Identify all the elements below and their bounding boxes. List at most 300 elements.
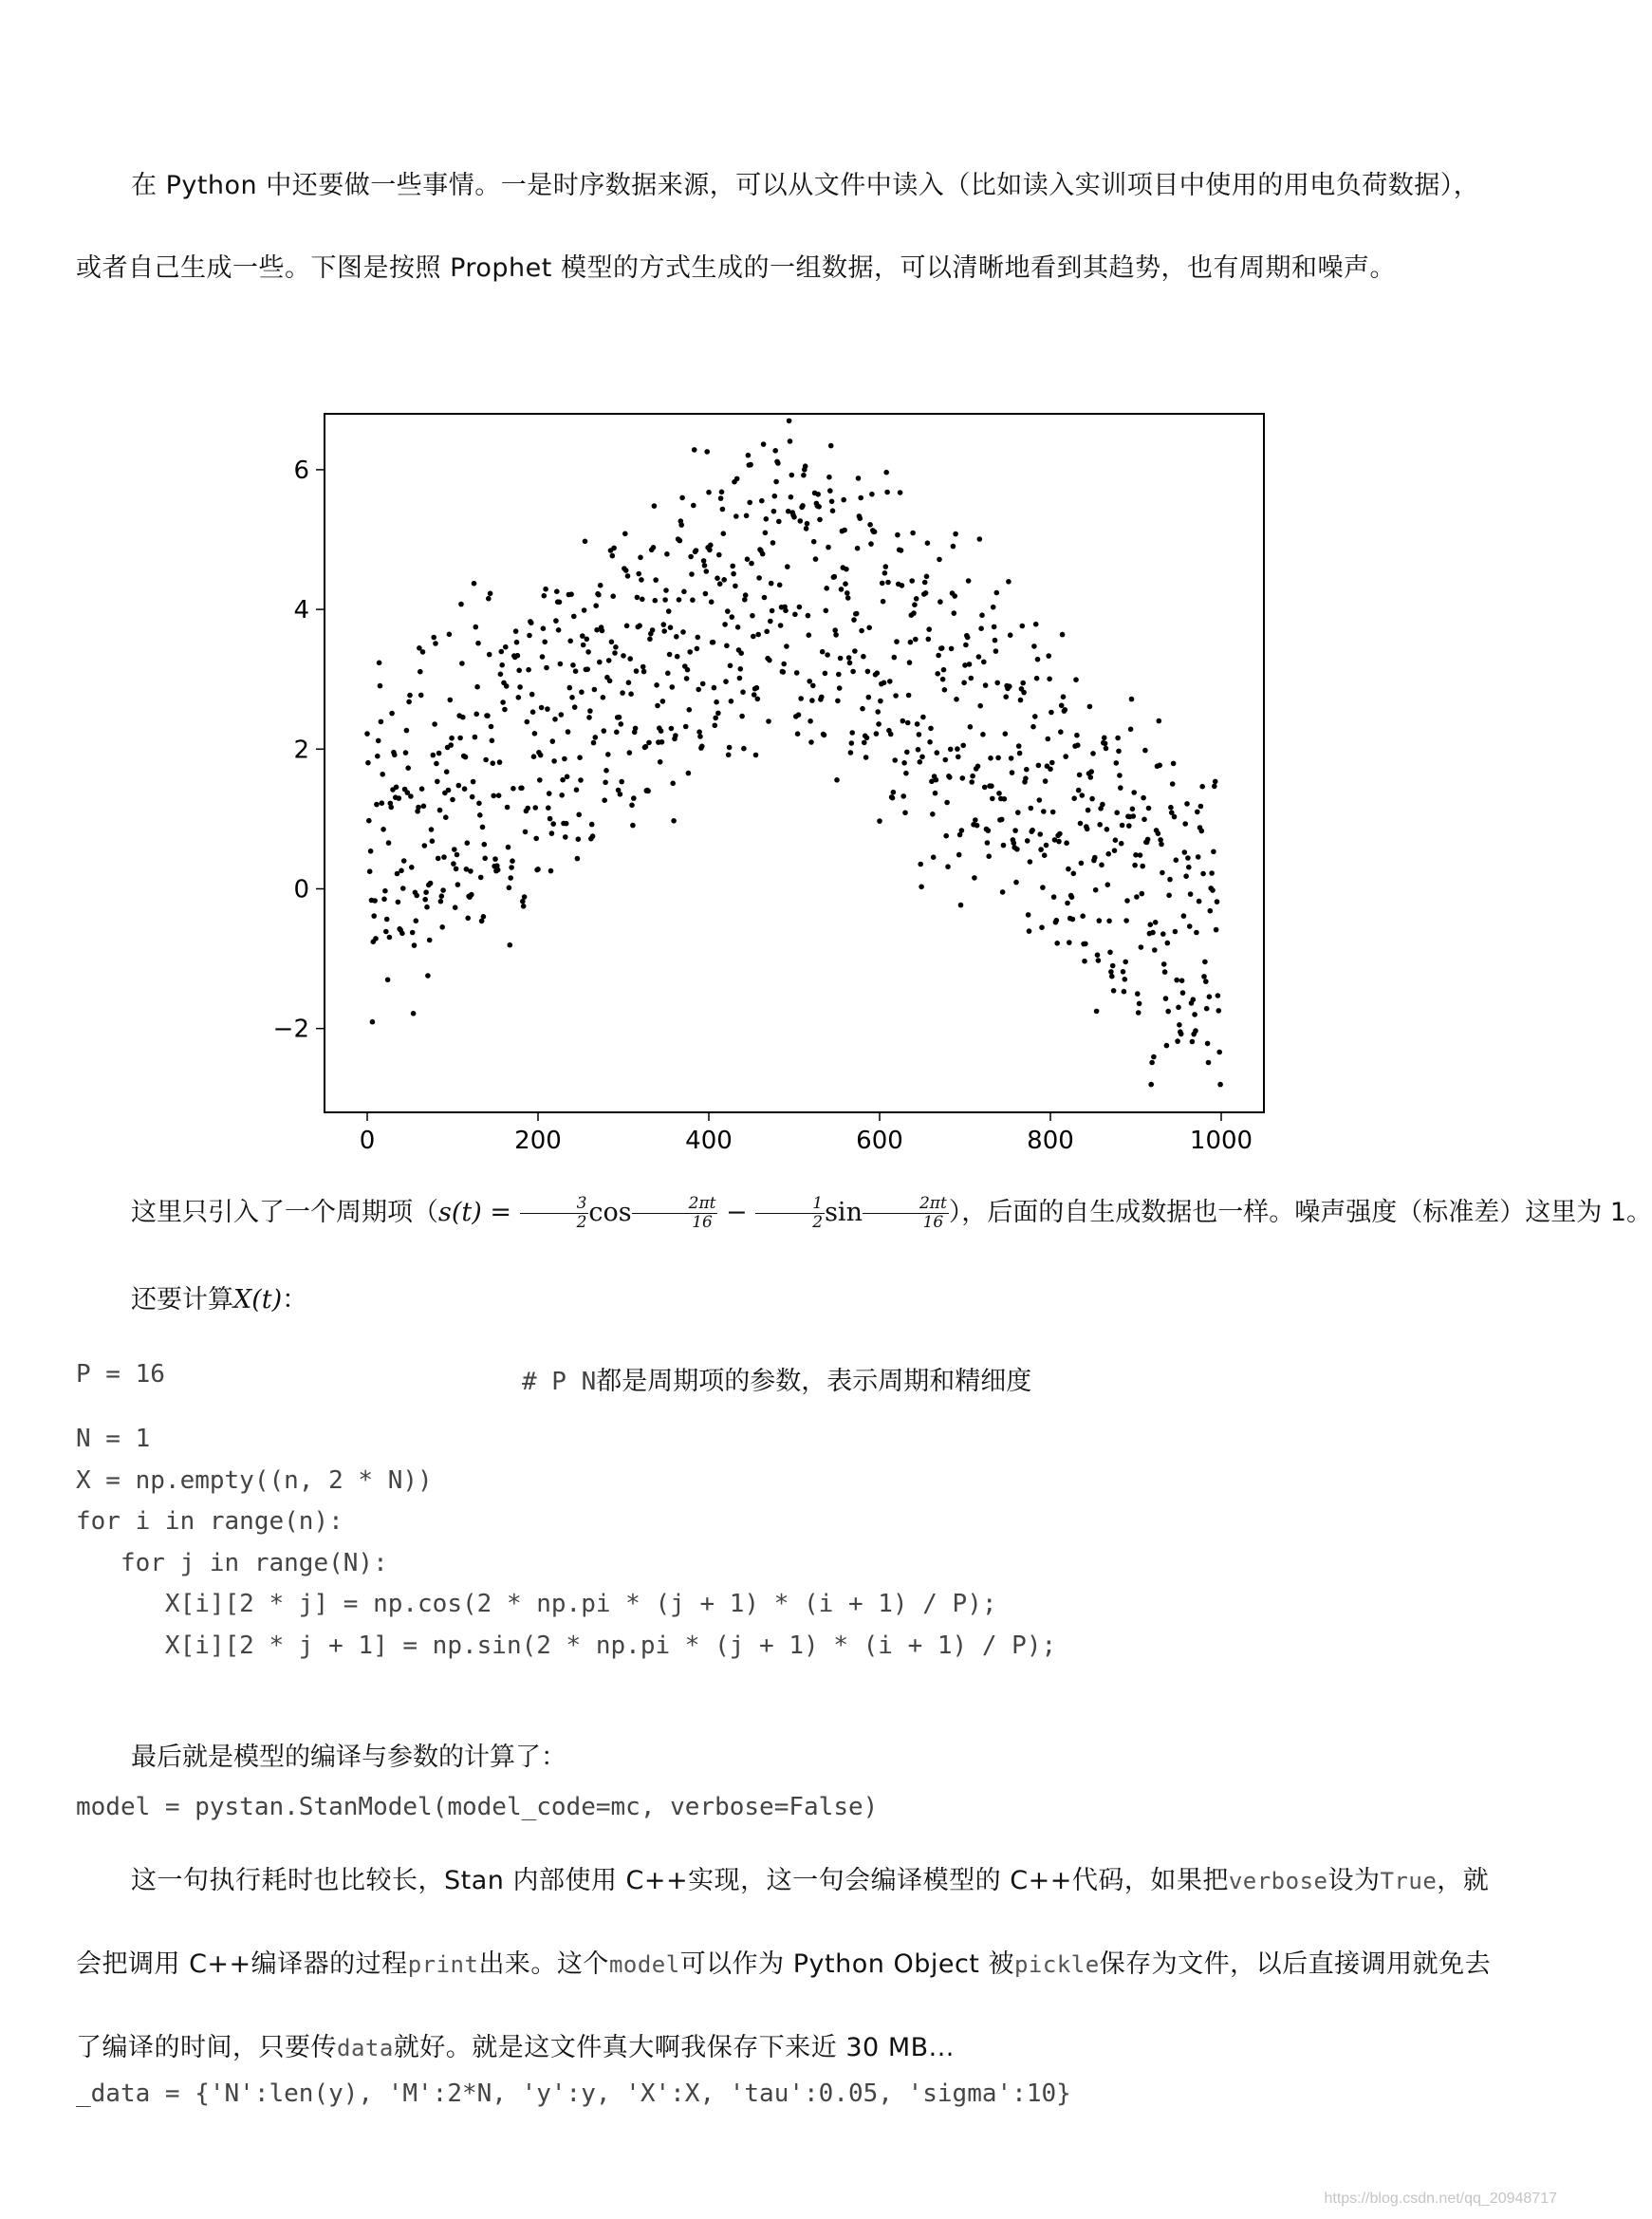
data-point [448, 698, 454, 703]
data-point [684, 676, 690, 681]
data-point [392, 753, 398, 758]
data-point [983, 682, 989, 688]
data-point [815, 492, 821, 497]
data-point [605, 752, 611, 757]
data-point [692, 447, 697, 453]
data-point [887, 679, 893, 684]
data-point [1114, 810, 1120, 815]
data-point [508, 942, 513, 948]
data-point [843, 581, 848, 587]
data-point [696, 687, 701, 693]
data-point [754, 685, 760, 691]
data-point [824, 608, 829, 614]
data-point [1163, 996, 1169, 1001]
data-point [591, 740, 597, 746]
data-point [612, 650, 618, 656]
data-point [895, 532, 900, 538]
data-point [661, 628, 667, 634]
data-point [486, 596, 492, 602]
data-point [1030, 724, 1036, 730]
data-point [1151, 1054, 1157, 1060]
data-point [1046, 653, 1051, 659]
data-point [1185, 855, 1191, 861]
data-point [906, 693, 912, 699]
data-point [830, 508, 836, 513]
data-point [1057, 831, 1063, 837]
data-point [791, 514, 797, 520]
data-point [470, 794, 475, 800]
data-point [856, 476, 862, 481]
data-point [1083, 942, 1088, 947]
data-point [449, 736, 455, 741]
data-point [819, 695, 825, 700]
data-point [982, 785, 988, 791]
data-point [1097, 918, 1103, 923]
data-point [581, 643, 586, 648]
data-point [1092, 855, 1098, 861]
data-point [1179, 1032, 1184, 1037]
data-point [1217, 1082, 1223, 1088]
data-point [1190, 1039, 1196, 1045]
data-point [940, 677, 946, 682]
data-point [1134, 894, 1140, 900]
data-point [1164, 1043, 1170, 1049]
data-point [740, 689, 746, 695]
data-point [773, 479, 779, 485]
data-point [1123, 977, 1128, 982]
data-point [1203, 979, 1209, 984]
data-point [525, 719, 530, 725]
data-point [438, 899, 444, 904]
data-point [399, 868, 404, 874]
data-point [1008, 632, 1013, 638]
data-point [1161, 961, 1167, 967]
data-point [387, 935, 393, 941]
data-point [951, 544, 956, 550]
data-point [601, 695, 606, 700]
data-point [596, 592, 602, 598]
data-point [915, 721, 920, 727]
data-point [1124, 898, 1130, 904]
data-point [430, 838, 436, 844]
data-point [769, 581, 774, 587]
data-point [576, 812, 582, 818]
data-point [970, 774, 975, 779]
data-point [1074, 733, 1080, 738]
data-point [1071, 871, 1077, 877]
data-point [752, 692, 757, 698]
data-point [1199, 784, 1205, 790]
data-point [412, 942, 418, 948]
data-point [713, 723, 718, 729]
data-point [530, 709, 536, 715]
data-point [448, 742, 454, 748]
data-point [485, 713, 491, 718]
data-point [1138, 852, 1143, 858]
data-point [848, 750, 854, 755]
y-tick-label: 0 [293, 875, 309, 904]
data-point [868, 541, 874, 547]
data-point [1100, 802, 1105, 808]
data-point [1016, 743, 1022, 749]
data-point [883, 564, 889, 569]
data-point [629, 803, 635, 809]
data-point [1197, 899, 1202, 904]
data-point [570, 662, 576, 668]
data-point [1088, 769, 1094, 774]
data-point [572, 704, 578, 710]
data-point [377, 661, 382, 666]
data-point [685, 667, 691, 673]
data-point [1026, 912, 1031, 918]
data-point [958, 903, 964, 908]
data-point [659, 728, 664, 734]
data-point [1159, 842, 1164, 848]
data-point [622, 531, 628, 537]
data-point [820, 649, 826, 655]
data-point [1149, 1060, 1155, 1066]
data-point [424, 904, 430, 910]
data-point [1183, 873, 1189, 879]
data-point [808, 739, 814, 745]
data-point [1104, 827, 1110, 832]
data-point [1076, 788, 1082, 793]
data-point [628, 691, 634, 697]
data-point [702, 563, 708, 569]
data-point [1067, 940, 1072, 945]
data-point [1130, 807, 1136, 812]
data-point [967, 662, 973, 667]
data-point [418, 693, 424, 699]
data-point [721, 531, 727, 536]
data-point [637, 623, 642, 628]
data-point [1160, 931, 1166, 937]
data-point [1037, 831, 1043, 837]
data-point [977, 536, 983, 542]
data-point [912, 602, 918, 607]
data-point [719, 490, 725, 495]
data-point [750, 613, 755, 619]
data-point [611, 546, 617, 551]
data-point [1168, 805, 1174, 811]
data-point [565, 774, 570, 780]
data-point [1126, 823, 1132, 829]
data-point [1094, 1009, 1100, 1015]
data-point [704, 449, 710, 455]
data-point [370, 1019, 376, 1025]
data-point [755, 632, 761, 638]
data-point [1146, 806, 1152, 811]
y-tick-label: 2 [293, 736, 309, 765]
data-point [1193, 1028, 1198, 1034]
data-point [674, 634, 679, 640]
data-point [1042, 852, 1048, 858]
data-point [846, 655, 852, 661]
data-point [394, 785, 399, 791]
data-point [513, 628, 519, 634]
data-point [741, 746, 747, 752]
data-point [1012, 840, 1017, 846]
data-point [828, 443, 834, 449]
data-point [993, 648, 999, 654]
data-point [822, 733, 827, 738]
data-point [956, 755, 961, 760]
data-point [610, 593, 616, 599]
data-point [862, 740, 867, 746]
data-point [798, 696, 804, 701]
data-point [549, 830, 555, 836]
data-point [735, 625, 741, 630]
data-point [844, 567, 849, 572]
data-point [379, 719, 384, 725]
data-point [655, 703, 660, 709]
data-point [569, 695, 575, 700]
data-point [1192, 1012, 1197, 1017]
data-point [1198, 804, 1204, 810]
data-point [878, 699, 883, 704]
data-point [1066, 867, 1071, 872]
data-point [835, 699, 841, 704]
data-point [832, 627, 838, 633]
data-point [374, 802, 380, 808]
data-point [988, 755, 993, 761]
data-point [1194, 930, 1199, 936]
data-point [428, 881, 434, 886]
data-point [437, 808, 443, 813]
data-point [562, 756, 567, 762]
data-point [421, 804, 427, 810]
data-point [1205, 1041, 1211, 1047]
data-point [1024, 767, 1030, 773]
data-point [925, 540, 931, 546]
data-point [924, 574, 930, 580]
data-point [1116, 749, 1122, 755]
data-point [973, 817, 978, 823]
data-point [1167, 877, 1173, 883]
data-point [890, 795, 896, 801]
data-point [617, 715, 622, 720]
data-point [1096, 958, 1102, 963]
data-point [1039, 924, 1045, 930]
data-point [1010, 770, 1015, 775]
data-point [963, 643, 969, 648]
data-point [600, 628, 605, 634]
data-point [487, 652, 492, 658]
data-point [807, 718, 813, 724]
data-point [975, 764, 981, 770]
data-point [1108, 969, 1114, 975]
data-point [1162, 969, 1168, 975]
data-point [385, 978, 391, 983]
data-point [952, 610, 957, 616]
data-point [1201, 974, 1207, 979]
data-point [725, 608, 731, 614]
data-point [734, 476, 740, 482]
data-point [1176, 1005, 1181, 1011]
data-point [665, 671, 671, 677]
code-line-p: P = 16 # P N都是周期项的参数，表示周期和精细度 [76, 1360, 1032, 1396]
data-point [381, 897, 387, 903]
data-point [462, 786, 468, 792]
data-point [586, 715, 592, 720]
data-point [847, 661, 853, 666]
data-point [794, 670, 800, 676]
data-point [388, 805, 394, 811]
data-point [483, 757, 489, 763]
data-point [482, 856, 488, 862]
data-point [842, 528, 847, 533]
data-point [1025, 838, 1030, 844]
data-point [880, 581, 885, 587]
data-point [763, 531, 769, 536]
data-point [1191, 997, 1197, 1002]
data-point [602, 797, 607, 803]
data-point [525, 806, 530, 811]
data-point [707, 548, 713, 553]
data-point [550, 738, 556, 744]
data-point [994, 681, 1000, 686]
data-point [418, 669, 423, 675]
data-point [420, 649, 426, 655]
data-point [473, 625, 479, 630]
data-point [396, 900, 401, 905]
data-point [1120, 823, 1125, 829]
data-point [918, 759, 923, 765]
data-point [1051, 894, 1057, 900]
data-point [1049, 710, 1054, 716]
data-point [552, 717, 558, 722]
data-point [837, 685, 843, 691]
data-point [566, 729, 571, 735]
data-point [451, 861, 456, 867]
data-point [602, 728, 607, 734]
y-tick-label: −2 [272, 1015, 309, 1044]
data-point [1063, 754, 1068, 759]
data-point [864, 736, 870, 741]
data-point [959, 828, 965, 833]
data-point [488, 591, 493, 597]
data-point [542, 593, 548, 599]
data-point [978, 625, 984, 631]
data-point [866, 625, 872, 631]
data-point [627, 750, 633, 755]
data-point [376, 738, 381, 744]
data-point [726, 753, 732, 758]
data-point [960, 775, 966, 781]
data-point [522, 894, 528, 900]
data-point [711, 640, 716, 645]
data-point [669, 726, 675, 732]
data-point [930, 811, 936, 817]
data-point [515, 653, 521, 659]
data-point [500, 699, 506, 705]
data-point [824, 586, 829, 591]
data-point [547, 791, 552, 796]
data-point [481, 914, 487, 920]
data-point [458, 602, 464, 607]
data-point [619, 721, 624, 727]
data-point [504, 683, 510, 689]
data-point [933, 791, 938, 796]
data-point [482, 842, 488, 848]
data-point [893, 693, 899, 699]
data-point [885, 580, 891, 586]
data-point [1210, 887, 1216, 893]
data-point [701, 558, 707, 564]
code-line-data: _data = {'N':len(y), 'M':2*N, 'y':y, 'X':X, 'tau':0.05, 'sigma':10} [76, 2079, 1071, 2108]
data-points [364, 419, 1223, 1088]
data-point [590, 833, 596, 839]
data-point [961, 681, 967, 686]
data-point [621, 653, 626, 659]
data-point [1087, 704, 1093, 710]
data-point [845, 595, 851, 601]
data-point [429, 827, 435, 832]
data-point [627, 656, 633, 662]
data-point [1105, 851, 1111, 857]
data-point [1054, 918, 1060, 923]
data-point [869, 492, 875, 497]
data-point [507, 886, 512, 891]
data-point [509, 865, 514, 870]
data-point [960, 743, 966, 749]
data-point [585, 666, 590, 672]
data-point [720, 507, 726, 513]
data-point [463, 755, 469, 760]
data-point [770, 608, 775, 614]
data-point [1070, 917, 1076, 923]
data-point [660, 699, 666, 704]
compute-x-paragraph: 还要计算X(t)： [131, 1285, 308, 1315]
data-point [928, 726, 934, 732]
data-point [1080, 792, 1086, 798]
data-point [1037, 797, 1043, 803]
data-point [772, 494, 778, 499]
data-point [1215, 899, 1220, 904]
data-point [688, 554, 694, 560]
data-point [1129, 697, 1135, 702]
data-point [823, 671, 828, 677]
data-point [587, 708, 593, 714]
data-point [523, 830, 529, 835]
data-point [979, 612, 985, 618]
data-point [631, 795, 637, 801]
data-point [1202, 960, 1208, 965]
data-point [563, 834, 568, 840]
data-point [378, 683, 383, 689]
data-point [439, 924, 445, 930]
data-point [767, 658, 772, 663]
data-point [465, 840, 471, 846]
data-point [1204, 1006, 1210, 1012]
data-point [606, 658, 612, 663]
y-tick-label: 4 [293, 596, 309, 625]
data-point [944, 800, 950, 806]
data-point [1001, 843, 1007, 848]
compile-paragraph: 最后就是模型的编译与参数的计算了： [131, 1743, 566, 1772]
data-point [748, 462, 753, 468]
data-point [1027, 928, 1032, 934]
data-point [643, 744, 649, 750]
data-point [937, 557, 942, 563]
data-point [1216, 993, 1221, 998]
data-point [875, 670, 881, 676]
data-point [533, 805, 539, 811]
data-point [653, 577, 659, 583]
data-point [968, 724, 974, 730]
data-point [1177, 1022, 1182, 1028]
data-point [678, 538, 683, 544]
